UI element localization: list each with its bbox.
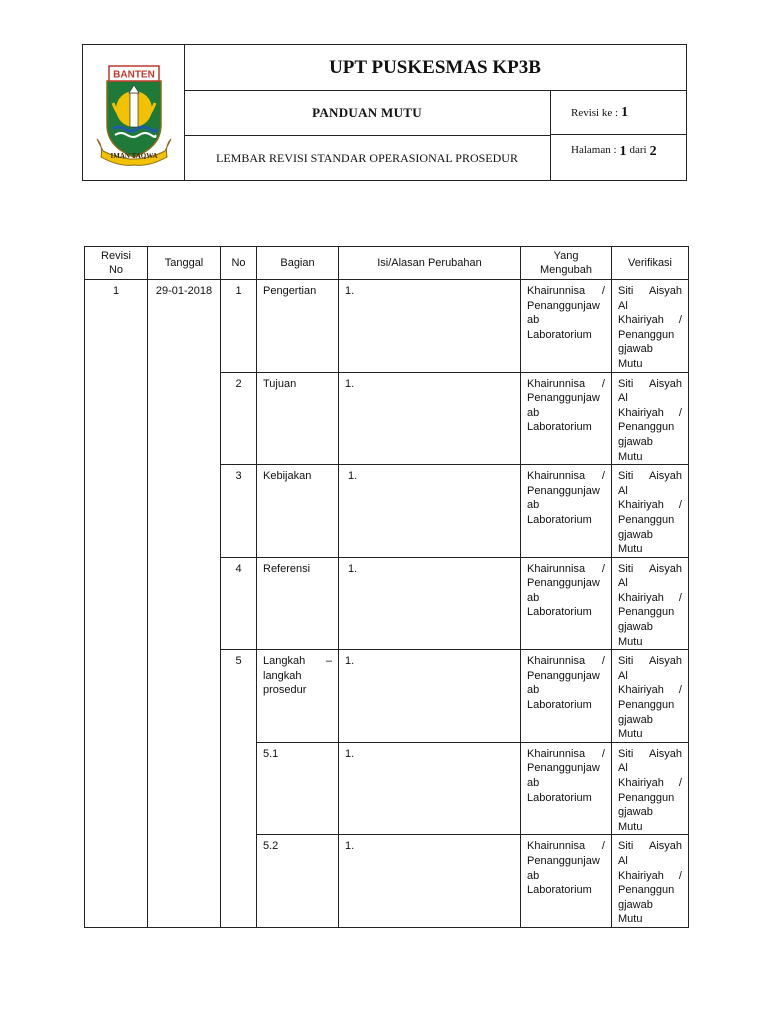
change-cell <box>339 742 521 835</box>
changed-by-cell <box>521 372 612 465</box>
verified-by-line: Al <box>618 577 628 590</box>
verified-by-line: Khairiyah / <box>618 684 682 697</box>
verified-by-line: Siti Aisyah <box>618 840 682 853</box>
verified-by-cell <box>612 835 689 928</box>
verified-by-line: Siti Aisyah <box>618 562 682 575</box>
change-reason: 1. <box>345 840 355 853</box>
change-reason: 1. <box>345 377 355 390</box>
row-no-cell <box>221 465 257 558</box>
changed-by-line: Khairunnisa / <box>527 562 605 575</box>
changed-by-line: Khairunnisa / <box>527 285 605 297</box>
section-name: Pengertian <box>263 285 317 297</box>
col-header-isi-alasan: Isi/Alasan Perubahan <box>339 247 521 280</box>
verified-by-line: Penanggun <box>618 513 675 526</box>
page-info <box>551 136 686 180</box>
row-no: 3 <box>235 470 242 483</box>
section-cell <box>257 557 339 650</box>
changed-by-line: Laboratorium <box>527 513 592 526</box>
verified-by-line: Siti Aisyah <box>618 285 682 297</box>
change-cell <box>339 465 521 558</box>
col-header-yang-mengubah: Yang Mengubah <box>521 247 612 280</box>
section-name-line: Langkah – <box>263 655 332 668</box>
changed-by-line: ab <box>527 869 540 882</box>
changed-by-cell <box>521 650 612 743</box>
section-name: Tujuan <box>263 377 297 390</box>
verified-by-cell <box>612 557 689 650</box>
row-no-cell <box>221 280 257 373</box>
verified-by-line: Siti Aisyah <box>618 377 682 390</box>
verified-by-line: gjawab <box>618 435 653 448</box>
verified-by-line: Khairiyah / <box>618 591 682 604</box>
verified-by-line: Mutu <box>618 728 643 741</box>
verified-by-line: Al <box>618 392 628 405</box>
change-cell <box>339 372 521 465</box>
col-header-bagian: Bagian <box>257 247 339 280</box>
svg-text:BANTEN: BANTEN <box>113 69 155 81</box>
section-name: 5.2 <box>263 840 279 853</box>
verified-by-line: Penanggun <box>618 421 675 434</box>
logo-cell <box>83 45 185 180</box>
form-title: LEMBAR REVISI STANDAR OPERASIONAL PROSEDUR <box>184 136 551 180</box>
section-name-line: prosedur <box>263 684 307 697</box>
verified-by-line: Penanggun <box>618 699 675 712</box>
verified-by-line: Khairiyah / <box>618 406 682 419</box>
revision-no: 1 <box>112 285 120 297</box>
changed-by-cell <box>521 465 612 558</box>
changed-by-line: ab <box>527 314 540 327</box>
change-cell <box>339 835 521 928</box>
document-type: PANDUAN MUTU <box>184 91 551 136</box>
changed-by-line: Khairunnisa / <box>527 840 605 853</box>
verified-by-line: Khairiyah / <box>618 499 682 512</box>
row-no: 1 <box>235 285 242 297</box>
revision-no-cell <box>85 280 148 928</box>
verified-by-cell <box>612 742 689 835</box>
changed-by-line: Penanggunjaw <box>527 762 600 775</box>
changed-by-line: Penanggunjaw <box>527 854 600 867</box>
changed-by-line: Laboratorium <box>527 328 592 341</box>
change-reason: 1. <box>348 562 358 575</box>
table-header-row <box>85 247 689 280</box>
row-no: 4 <box>235 562 242 575</box>
col-header-revisi-no: Revisi No <box>85 247 148 280</box>
verified-by-line: Mutu <box>618 635 643 648</box>
change-reason: 1. <box>348 470 358 483</box>
changed-by-cell <box>521 280 612 373</box>
verified-by-cell <box>612 372 689 465</box>
section-name: Referensi <box>263 562 311 575</box>
table-row <box>85 280 689 373</box>
verified-by-line: Siti Aisyah <box>618 747 682 760</box>
revision-table <box>84 246 689 928</box>
verified-by-line: gjawab <box>618 898 653 911</box>
row-no-cell <box>221 650 257 928</box>
change-reason: 1. <box>345 285 355 297</box>
verified-by-line: Siti Aisyah <box>618 470 682 483</box>
verified-by-line: Al <box>618 484 628 497</box>
verified-by-cell <box>612 280 689 373</box>
verified-by-line: Mutu <box>618 450 643 463</box>
changed-by-line: Penanggunjaw <box>527 484 600 497</box>
page-label: Halaman : <box>571 144 617 156</box>
changed-by-line: ab <box>527 684 540 697</box>
changed-by-line: Laboratorium <box>527 421 592 434</box>
verified-by-line: Mutu <box>618 543 643 556</box>
verified-by-line: Mutu <box>618 913 643 926</box>
section-cell <box>257 742 339 835</box>
date-cell <box>148 280 221 928</box>
changed-by-line: Penanggunjaw <box>527 669 600 682</box>
verified-by-line: Penanggun <box>618 791 675 804</box>
changed-by-line: ab <box>527 406 540 419</box>
revision-label: Revisi ke : <box>571 106 619 119</box>
verified-by-line: Mutu <box>618 820 643 833</box>
row-no-cell <box>221 557 257 650</box>
changed-by-line: Laboratorium <box>527 791 592 804</box>
revision-value: 1 <box>621 104 629 120</box>
verified-by-line: Khairiyah / <box>618 777 682 789</box>
verified-by-line: gjawab <box>618 621 653 634</box>
change-cell <box>339 557 521 650</box>
changed-by-line: Penanggunjaw <box>527 299 600 312</box>
document-header <box>82 44 687 181</box>
change-cell <box>339 650 521 743</box>
svg-text:IMAN TAQWA: IMAN TAQWA <box>110 152 158 160</box>
changed-by-line: Laboratorium <box>527 699 592 712</box>
institution-title: UPT PUSKESMAS KP3B <box>184 45 686 91</box>
changed-by-line: Khairunnisa / <box>527 655 605 668</box>
change-reason: 1. <box>345 655 355 668</box>
verified-by-line: Khairiyah / <box>618 314 682 327</box>
verified-by-cell <box>612 650 689 743</box>
verified-by-line: Mutu <box>618 357 643 370</box>
verified-by-line: gjawab <box>618 713 653 726</box>
section-cell <box>257 650 339 743</box>
changed-by-line: Penanggunjaw <box>527 392 600 405</box>
verified-by-line: gjawab <box>618 528 653 541</box>
verified-by-line: Al <box>618 854 628 867</box>
section-cell <box>257 372 339 465</box>
changed-by-line: ab <box>527 777 540 789</box>
row-no: 5 <box>235 655 242 668</box>
section-cell <box>257 280 339 373</box>
changed-by-line: Penanggunjaw <box>527 577 600 590</box>
verified-by-cell <box>612 465 689 558</box>
verified-by-line: Khairiyah / <box>618 869 682 882</box>
section-name: Kebijakan <box>263 470 312 483</box>
changed-by-cell <box>521 835 612 928</box>
section-name-line: langkah <box>263 669 302 682</box>
page-total: 2 <box>649 144 657 159</box>
revision-date: 29-01-2018 <box>155 285 213 297</box>
page-current: 1 <box>619 144 627 159</box>
page-of: dari <box>629 144 647 156</box>
changed-by-line: Khairunnisa / <box>527 747 605 760</box>
verified-by-line: Al <box>618 299 628 312</box>
changed-by-line: Laboratorium <box>527 606 592 619</box>
verified-by-line: Penanggun <box>618 884 675 897</box>
verified-by-line: Siti Aisyah <box>618 655 682 668</box>
change-reason: 1. <box>345 747 355 760</box>
verified-by-line: Penanggun <box>618 328 675 341</box>
verified-by-line: Al <box>618 669 628 682</box>
changed-by-line: ab <box>527 591 540 604</box>
col-header-no: No <box>221 247 257 280</box>
changed-by-line: Khairunnisa / <box>527 470 605 483</box>
col-header-verifikasi: Verifikasi <box>612 247 689 280</box>
row-no: 2 <box>235 377 242 390</box>
col-header-tanggal: Tanggal <box>148 247 221 280</box>
changed-by-line: Khairunnisa / <box>527 377 605 390</box>
change-cell <box>339 280 521 373</box>
banten-emblem-logo <box>95 63 173 167</box>
verified-by-line: gjawab <box>618 343 653 356</box>
verified-by-line: gjawab <box>618 806 653 819</box>
verified-by-line: Al <box>618 762 628 775</box>
section-name: 5.1 <box>263 747 279 760</box>
changed-by-cell <box>521 742 612 835</box>
changed-by-cell <box>521 557 612 650</box>
row-no-cell <box>221 372 257 465</box>
section-cell <box>257 465 339 558</box>
changed-by-line: Laboratorium <box>527 884 592 897</box>
verified-by-line: Penanggun <box>618 606 675 619</box>
changed-by-line: ab <box>527 499 540 512</box>
section-cell <box>257 835 339 928</box>
revision-info <box>551 91 686 135</box>
